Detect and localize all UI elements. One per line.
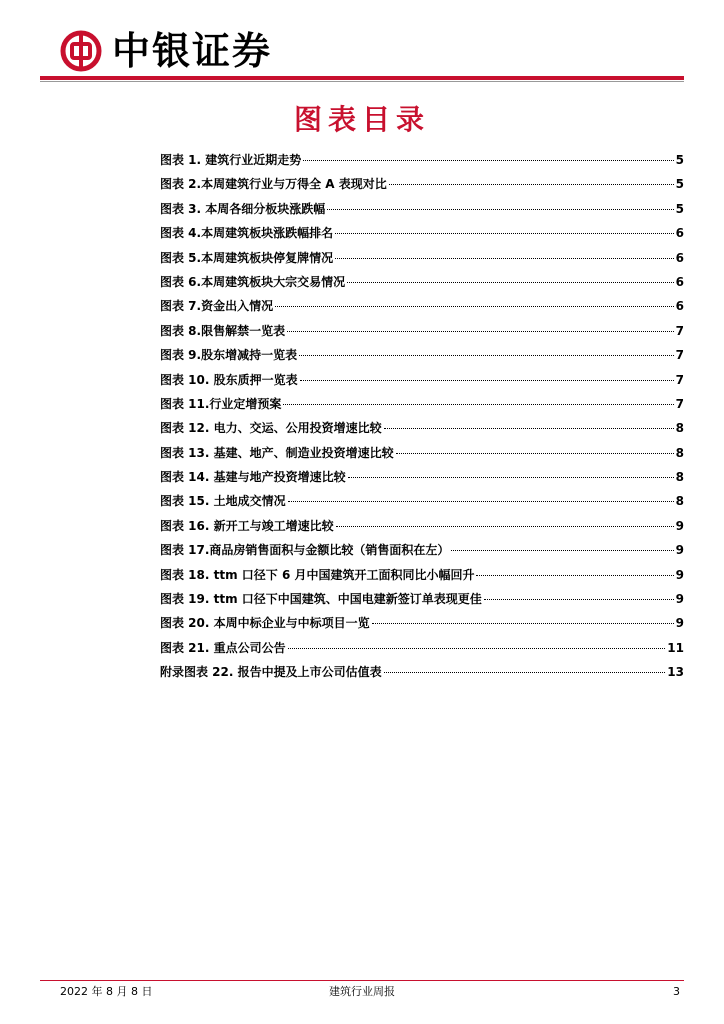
footer-rule: [40, 980, 684, 981]
toc-entry[interactable]: [160, 343, 684, 367]
toc-title: 图表目录: [293, 103, 430, 136]
toc-dot-leader: [484, 598, 674, 600]
toc-entry-label: 图表 1. 建筑行业近期走势: [160, 153, 302, 167]
toc-dot-leader: [303, 159, 673, 161]
toc-entry-page: 7: [675, 372, 684, 387]
toc-entry-label: 图表 10. 股东质押一览表: [160, 372, 298, 387]
toc-entry-label: 图表 12. 电力、交运、公用投资增速比较: [160, 421, 382, 436]
toc-entry-page: 8: [675, 494, 684, 509]
toc-entry[interactable]: [160, 465, 684, 489]
toc-entry[interactable]: [160, 611, 684, 635]
toc-entry-page: 9: [675, 543, 684, 558]
toc-dot-leader: [335, 257, 674, 259]
brand-name: 中银证券: [112, 29, 273, 73]
toc-dot-leader: [372, 622, 674, 624]
toc-dot-leader: [384, 427, 674, 429]
toc-dot-leader: [336, 525, 674, 527]
toc-entry-page: 7: [675, 323, 684, 338]
toc-entry[interactable]: [160, 148, 684, 172]
toc-entry[interactable]: [160, 489, 684, 513]
toc-entry[interactable]: [160, 221, 684, 245]
toc-dot-leader: [283, 403, 673, 405]
toc-entry-page: 7: [675, 396, 684, 411]
header-grey-rule: [40, 81, 684, 82]
toc-entry[interactable]: [160, 368, 684, 392]
toc-dot-leader: [335, 232, 674, 234]
toc-entry[interactable]: [160, 563, 684, 587]
toc-entry-label: 图表 21. 重点公司公告: [160, 640, 286, 655]
toc-entry-label: 图表 17.商品房销售面积与金额比较（销售面积在左）: [160, 543, 450, 558]
toc-entry-page: 9: [675, 518, 684, 533]
toc-entry-label: 图表 5.本周建筑板块停复牌情况: [160, 250, 334, 265]
toc-dot-leader: [389, 183, 674, 185]
toc-entry[interactable]: [160, 441, 684, 465]
toc-entry[interactable]: [160, 660, 684, 684]
footer-page-number: 3: [673, 985, 680, 998]
toc-entry-page: 8: [675, 421, 684, 436]
toc-entry[interactable]: [160, 514, 684, 538]
toc-entry[interactable]: [160, 319, 684, 343]
toc-entry-page: 5: [675, 201, 684, 216]
toc-entry-label: 图表 2.本周建筑行业与万得全 A 表现对比: [160, 177, 387, 192]
toc-entry[interactable]: [160, 416, 684, 440]
toc-dot-leader: [300, 379, 674, 381]
toc-dot-leader: [347, 281, 674, 283]
toc-entry[interactable]: [160, 197, 684, 221]
bank-of-china-logo-icon: [60, 30, 102, 72]
toc-entry-label: 图表 19. ttm 口径下中国建筑、中国电建新签订单表现更佳: [160, 592, 482, 607]
toc-entry-page: 6: [675, 250, 684, 265]
toc-entry-page: 6: [675, 299, 684, 314]
toc-entry[interactable]: [160, 587, 684, 611]
toc-entry-page: 6: [675, 226, 684, 241]
toc-entry[interactable]: [160, 392, 684, 416]
toc-entry-label: 附录图表 22. 报告中提及上市公司估值表: [160, 665, 382, 680]
toc-entry-page: 8: [675, 445, 684, 460]
toc-dot-leader: [451, 549, 673, 551]
toc-entry-label: 图表 16. 新开工与竣工增速比较: [160, 518, 334, 533]
toc-entry-label: 图表 20. 本周中标企业与中标项目一览: [160, 616, 370, 631]
toc-entry-label: 图表 13. 基建、地产、制造业投资增速比较: [160, 445, 394, 460]
toc-dot-leader: [299, 354, 674, 356]
toc-entry-page: 7: [675, 348, 684, 363]
toc-entry-label: 图表 11.行业定增预案: [160, 396, 282, 411]
page-header: [0, 0, 724, 90]
toc-entry-page: 8: [675, 470, 684, 485]
toc-entry[interactable]: [160, 172, 684, 196]
toc-entry[interactable]: [160, 270, 684, 294]
toc-entry-label: 图表 9.股东增减持一览表: [160, 348, 298, 363]
toc-entry[interactable]: [160, 246, 684, 270]
toc-dot-leader: [275, 305, 674, 307]
footer-date: 2022 年 8 月 8 日: [60, 985, 153, 998]
toc-dot-leader: [288, 500, 674, 502]
toc-dot-leader: [384, 671, 666, 673]
footer-report-name: 建筑行业周报: [329, 985, 395, 998]
toc-entry[interactable]: [160, 538, 684, 562]
toc-dot-leader: [327, 208, 673, 210]
toc-list: [160, 148, 684, 685]
toc-entry-page: 9: [675, 567, 684, 582]
toc-entry-label: 图表 15. 土地成交情况: [160, 494, 286, 509]
toc-entry-label: 图表 6.本周建筑板块大宗交易情况: [160, 274, 346, 289]
toc-dot-leader: [348, 476, 674, 478]
toc-dot-leader: [287, 330, 674, 332]
toc-entry-page: 9: [675, 592, 684, 607]
toc-dot-leader: [476, 574, 673, 576]
toc-entry-page: 6: [675, 274, 684, 289]
toc-dot-leader: [396, 452, 674, 454]
toc-entry[interactable]: [160, 636, 684, 660]
header-red-rule: [40, 76, 684, 80]
toc-entry-page: 5: [675, 153, 684, 167]
toc-entry-label: 图表 4.本周建筑板块涨跌幅排名: [160, 226, 334, 241]
toc-entry-page: 11: [667, 640, 684, 655]
toc-entry-label: 图表 8.限售解禁一览表: [160, 323, 286, 338]
toc-entry-label: 图表 3. 本周各细分板块涨跌幅: [160, 201, 326, 216]
toc-entry-label: 图表 18. ttm 口径下 6 月中国建筑开工面积同比小幅回升: [160, 567, 475, 582]
toc-entry-page: 9: [675, 616, 684, 631]
toc-entry-label: 图表 14. 基建与地产投资增速比较: [160, 470, 346, 485]
toc-dot-leader: [288, 647, 666, 649]
toc-entry[interactable]: [160, 294, 684, 318]
toc-entry-page: 13: [667, 665, 684, 680]
toc-entry-page: 5: [675, 177, 684, 192]
toc-entry-label: 图表 7.资金出入情况: [160, 299, 274, 314]
